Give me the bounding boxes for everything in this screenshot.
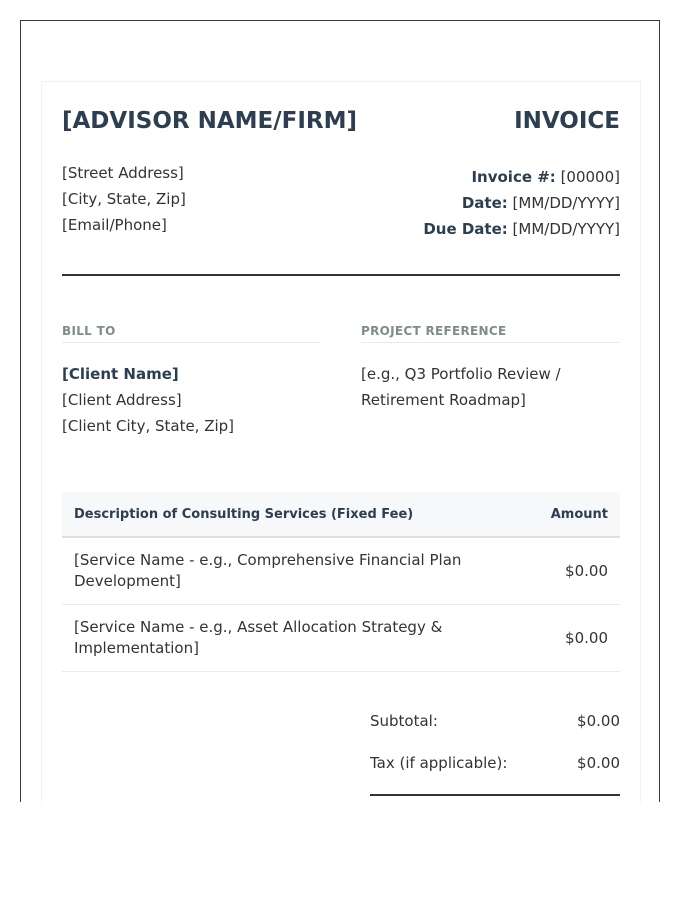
service-description: [Service Name - e.g., Asset Allocation Strategy & Implementation] [62, 605, 486, 672]
header-divider [62, 274, 620, 276]
firm-name: [ADVISOR NAME/FIRM] [62, 108, 358, 134]
client-address: [Client Address] [62, 391, 182, 409]
tax-row [370, 754, 620, 796]
table-row [62, 605, 620, 672]
table-header-row [62, 492, 620, 537]
service-amount: $0.00 [486, 537, 620, 605]
due-date-label: Due Date: [423, 220, 508, 238]
service-amount: $0.00 [486, 605, 620, 672]
project-reference-line-2: Retirement Roadmap] [361, 391, 526, 409]
invoice-meta [423, 164, 620, 242]
table-row [62, 537, 620, 605]
city-state-zip: [City, State, Zip] [62, 190, 186, 208]
invoice-title: INVOICE [514, 108, 620, 134]
amount-column-header: Amount [486, 492, 620, 537]
totals-block [370, 712, 620, 796]
street-address: [Street Address] [62, 164, 184, 182]
invoice-date-line [423, 190, 620, 216]
project-reference-line-1: [e.g., Q3 Portfolio Review / [361, 365, 561, 383]
services-table [62, 492, 620, 672]
service-description: [Service Name - e.g., Comprehensive Financial Plan Development] [62, 537, 486, 605]
page-frame [20, 20, 660, 802]
subtotal-value: $0.00 [577, 712, 620, 730]
invoice-date-value: [MM/DD/YYYY] [512, 194, 620, 212]
invoice-number-value: [00000] [560, 168, 620, 186]
tax-label: Tax (if applicable): [370, 754, 508, 772]
advisor-address [62, 160, 186, 238]
invoice-sheet [41, 81, 641, 802]
tax-value: $0.00 [577, 754, 620, 772]
email-phone: [Email/Phone] [62, 216, 167, 234]
subtotal-label: Subtotal: [370, 712, 438, 730]
invoice-number-label: Invoice #: [471, 168, 556, 186]
invoice-number-line [423, 164, 620, 190]
client-name: [Client Name] [62, 365, 179, 383]
client-city: [Client City, State, Zip] [62, 417, 235, 435]
due-date-value: [MM/DD/YYYY] [512, 220, 620, 238]
subtotal-row [370, 712, 620, 754]
bill-to-label: BILL TO [62, 324, 321, 343]
invoice-date-label: Date: [461, 194, 508, 212]
project-reference-block [361, 361, 620, 413]
project-reference-label: PROJECT REFERENCE [361, 324, 620, 343]
description-column-header: Description of Consulting Services (Fixed Fee) [62, 492, 486, 537]
due-date-line [423, 216, 620, 242]
totals-divider [370, 794, 620, 796]
bill-to-block [62, 361, 234, 439]
